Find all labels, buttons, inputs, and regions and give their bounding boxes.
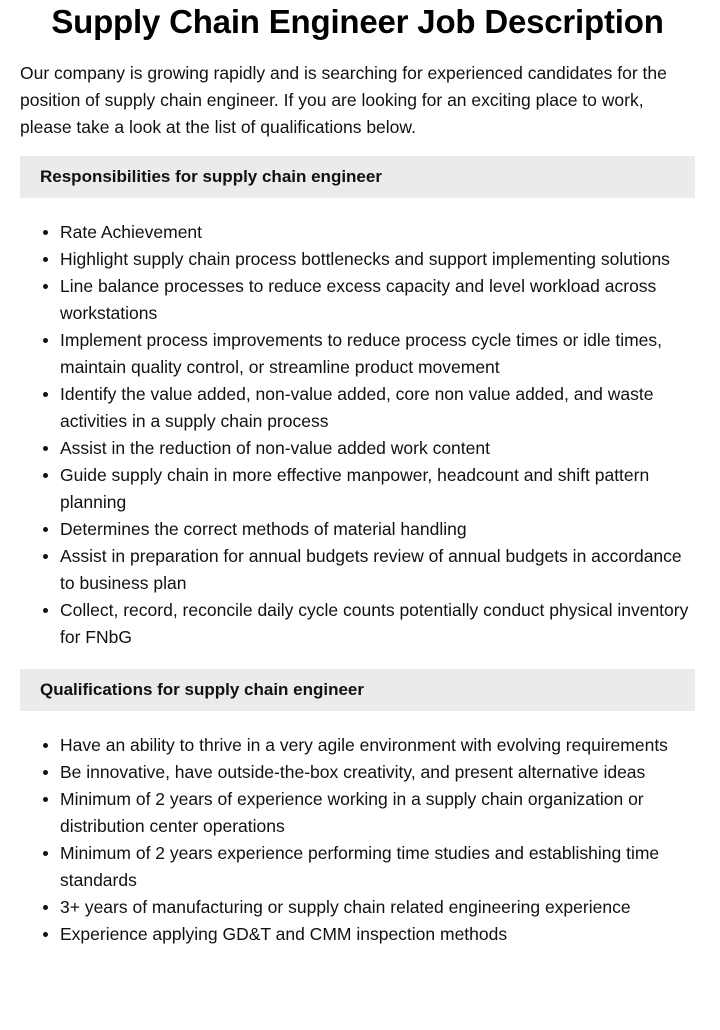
list-item: Line balance processes to reduce excess capacity and level workload across workstations [60, 273, 695, 327]
list-item: Guide supply chain in more effective manpower, headcount and shift pattern planning [60, 462, 695, 516]
list-item: Rate Achievement [60, 219, 695, 246]
page-title: Supply Chain Engineer Job Description [51, 3, 664, 40]
list-item: Minimum of 2 years experience performing time studies and establishing time standards [60, 840, 695, 894]
list-item: Have an ability to thrive in a very agile environment with evolving requirements [60, 732, 695, 759]
list-item: Identify the value added, non-value added, core non value added, and waste activities in a supply chain process [60, 381, 695, 435]
qualifications-list [20, 732, 695, 948]
responsibilities-heading: Responsibilities for supply chain engineer [20, 156, 695, 198]
intro-paragraph: Our company is growing rapidly and is searching for experienced candidates for the position of supply chain engineer. If you are looking for an exciting place to work, please take a look at the list of qualifications below. [20, 63, 667, 137]
list-item: Be innovative, have outside-the-box creativity, and present alternative ideas [60, 759, 695, 786]
qualifications-heading: Qualifications for supply chain engineer [20, 669, 695, 711]
list-item: Implement process improvements to reduce process cycle times or idle times, maintain quality control, or streamline product movement [60, 327, 695, 381]
list-item: Experience applying GD&T and CMM inspection methods [60, 921, 695, 948]
responsibilities-list [20, 219, 695, 651]
list-item: Minimum of 2 years of experience working in a supply chain organization or distribution center operations [60, 786, 695, 840]
list-item: 3+ years of manufacturing or supply chain related engineering experience [60, 894, 695, 921]
list-item: Assist in preparation for annual budgets review of annual budgets in accordance to business plan [60, 543, 695, 597]
list-item: Highlight supply chain process bottlenecks and support implementing solutions [60, 246, 695, 273]
list-item: Collect, record, reconcile daily cycle counts potentially conduct physical inventory for FNbG [60, 597, 695, 651]
list-item: Assist in the reduction of non-value added work content [60, 435, 695, 462]
list-item: Determines the correct methods of material handling [60, 516, 695, 543]
